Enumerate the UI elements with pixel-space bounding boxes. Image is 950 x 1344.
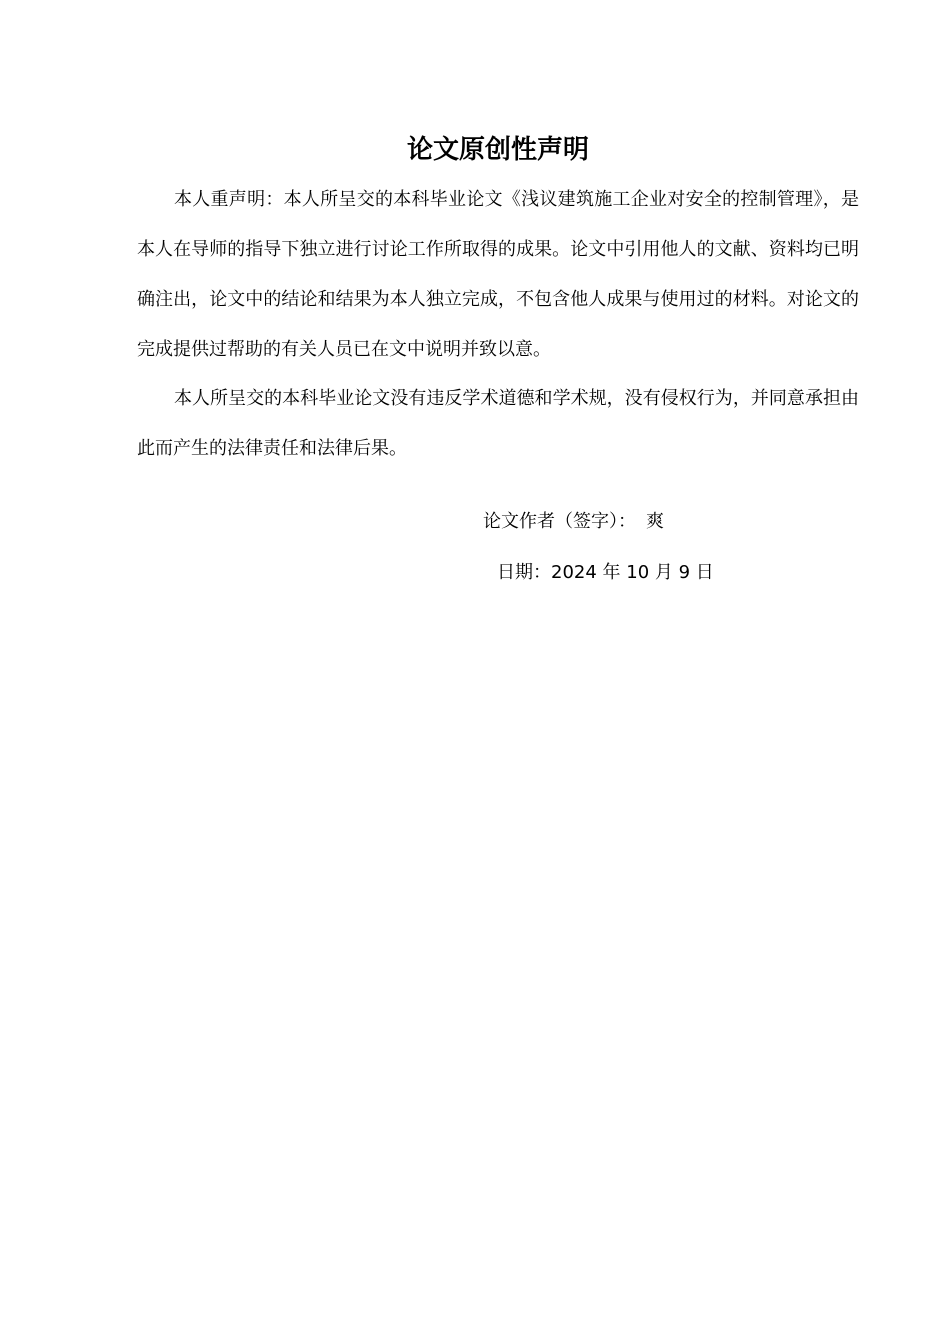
author-signature-line — [483, 508, 664, 536]
signature-date: 日期：2024 年 10 月 9 日 — [497, 562, 714, 583]
declaration-paragraph-1: 本人重声明：本人所呈交的本科毕业论文《浅议建筑施工企业对安全的控制管理》，是本人在导师的指导下独立进行讨论工作所取得的成果。论文中引用他人的文献、资料均已明确注出，论文中的结论和结果为本人独立完成，不包含他人成果与使用过的材料。对论文的完成提供过帮助的有关人员已在文中说明并致以意。 — [137, 189, 859, 360]
document-title: 论文原创性声明 — [406, 135, 589, 165]
signature-label: 论文作者（签字）： — [483, 511, 636, 532]
signature-name: 爽 — [646, 511, 664, 532]
declaration-paragraph-2: 本人所呈交的本科毕业论文没有违反学术道德和学术规，没有侵权行为，并同意承担由此而产生的法律责任和法律后果。 — [137, 388, 859, 459]
